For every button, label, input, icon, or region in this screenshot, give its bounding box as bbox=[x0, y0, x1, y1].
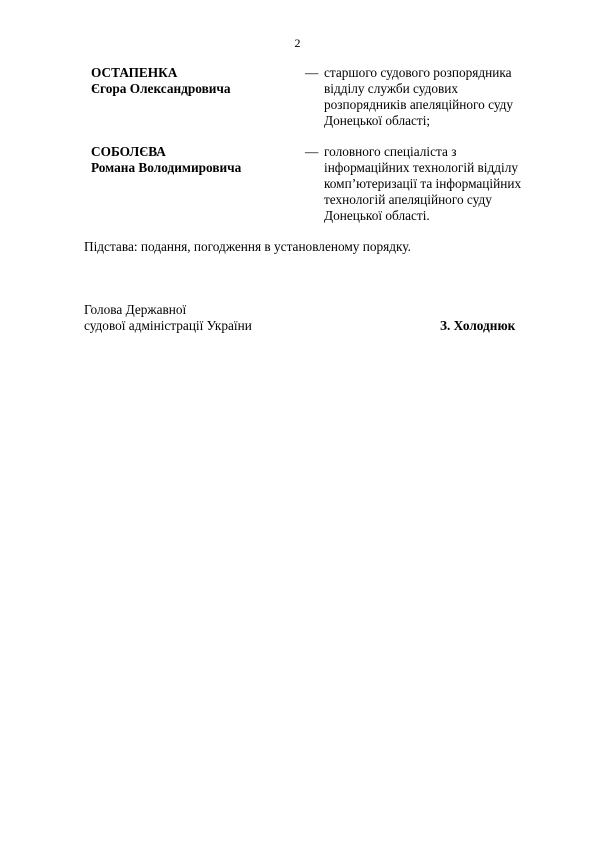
position-line: розпорядників апеляційного суду bbox=[324, 97, 514, 112]
person-name bbox=[91, 65, 291, 97]
position-line: інформаційних технологій відділу bbox=[324, 160, 519, 175]
position-line: комп’ютеризації та інформаційних bbox=[324, 176, 522, 191]
position-line: Донецької області. bbox=[324, 208, 430, 223]
position-line: технологій апеляційного суду bbox=[324, 192, 492, 207]
position-description bbox=[324, 144, 546, 224]
person-surname: СОБОЛЄВА bbox=[91, 144, 166, 159]
position-description bbox=[324, 65, 546, 129]
position-line: старшого судового розпорядника bbox=[324, 65, 512, 80]
person-given-names: Єгора Олександровича bbox=[91, 81, 231, 96]
position-line: Донецької області; bbox=[324, 113, 431, 128]
signatory-title-line: Голова Державної bbox=[84, 302, 187, 317]
person-given-names: Романа Володимировича bbox=[91, 160, 242, 175]
dash-separator: — bbox=[305, 144, 319, 159]
position-line: головного спеціаліста з bbox=[324, 144, 457, 159]
position-line: відділу служби судових bbox=[324, 81, 459, 96]
basis-text: Підстава: подання, погодження в установленому порядку. bbox=[84, 239, 411, 254]
page-number: 2 bbox=[294, 36, 301, 50]
signatory-name: З. Холоднюк bbox=[440, 318, 516, 333]
signatory-title bbox=[84, 302, 252, 334]
signatory-title-line: судової адміністрації України bbox=[84, 318, 252, 333]
person-surname: ОСТАПЕНКА bbox=[91, 65, 178, 80]
person-name bbox=[91, 144, 291, 176]
dash-separator: — bbox=[305, 65, 319, 80]
